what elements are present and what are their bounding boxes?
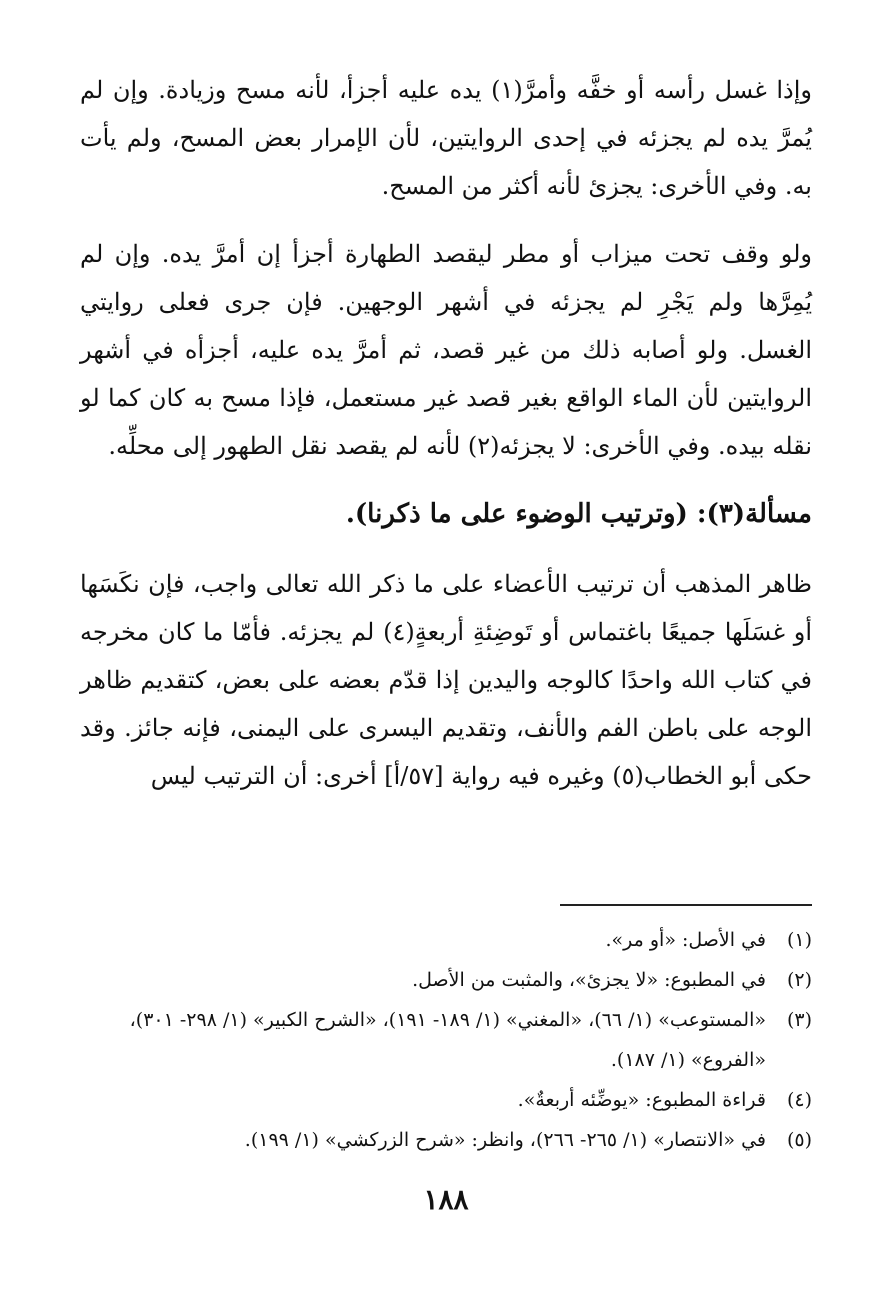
footnote-text: في «الانتصار» (١/ ٢٦٥- ٢٦٦)، وانظر: «شرح الزركشي» (١/ ١٩٩). — [244, 1129, 766, 1151]
footnote-separator — [560, 904, 812, 906]
paragraph-1: وإذا غسل رأسه أو خفَّه وأمرَّ(١) يده عليه أجزأ، لأنه مسح وزيادة. وإن لم يُمرَّ يده لم يجزئه في إحدى الروايتين، لأن الإمرار بعض المسح، ولم يأت به. وفي الأخرى: يجزئ لأنه أكثر من المسح. — [80, 76, 812, 200]
footnote — [80, 1000, 812, 1080]
footnote-text: «المستوعب» (١/ ٦٦)، «المغني» (١/ ١٨٩- ١٩١)، «الشرح الكبير» (١/ ٢٩٨- ٣٠١)، «الفروع» (١/ ١٨٧). — [129, 1009, 766, 1071]
paragraph-3: ظاهر المذهب أن ترتيب الأعضاء على ما ذكر الله تعالى واجب، فإن نكَسَها أو غسَلَها جميعًا باغتماس أو تَوضِئةِ أربعةٍ(٤) لم يجزئه. فأمّا ما كان مخرجه في كتاب الله واحدًا كالوجه واليدين إذا قدّم بعضه على بعض، كتقديم ظاهر الوجه على باطن الفم والأنف، وتقديم اليسرى على اليمنى، فإنه جائز. وقد حكى أبو الخطاب(٥) وغيره فيه رواية [٥٧/أ] أخرى: أن الترتيب ليس — [80, 570, 812, 790]
footnote-text: قراءة المطبوع: «يوضِّئه أربعةٌ». — [517, 1089, 766, 1111]
footnote-number: (١) — [786, 929, 812, 951]
footnote — [80, 1120, 812, 1160]
footnote-text: في الأصل: «أو مر». — [605, 929, 766, 951]
footnote-number: (٣) — [786, 1009, 812, 1031]
footnote-number: (٢) — [786, 969, 812, 991]
page-number: ١٨٨ — [423, 1183, 469, 1216]
footnote — [80, 960, 812, 1000]
section-heading: مسألة(٣): (وترتيب الوضوء على ما ذكرنا). — [345, 499, 812, 529]
footnote — [80, 920, 812, 960]
footnote-number: (٤) — [786, 1089, 812, 1111]
footnote — [80, 1080, 812, 1120]
main-text — [80, 66, 812, 800]
footnote-text: في المطبوع: «لا يجزئ»، والمثبت من الأصل. — [412, 969, 766, 991]
footnotes — [80, 920, 812, 1160]
footnote-number: (٥) — [786, 1129, 812, 1151]
paragraph-2: ولو وقف تحت ميزاب أو مطر ليقصد الطهارة أجزأ إن أمرَّ يده. وإن لم يُمِرَّها ولم يَجْرِ لم يجزئه في أشهر الوجهين. فإن جرى فعلى روايتي الغسل. ولو أصابه ذلك من غير قصد، ثم أمرَّ يده عليه، أجزأه في أشهر الروايتين لأن الماء الواقع بغير قصد غير مستعمل، فإذا مسح به كان كما لو نقله بيده. وفي الأخرى: لا يجزئه(٢) لأنه لم يقصد نقل الطهور إلى محلِّه. — [80, 240, 812, 460]
